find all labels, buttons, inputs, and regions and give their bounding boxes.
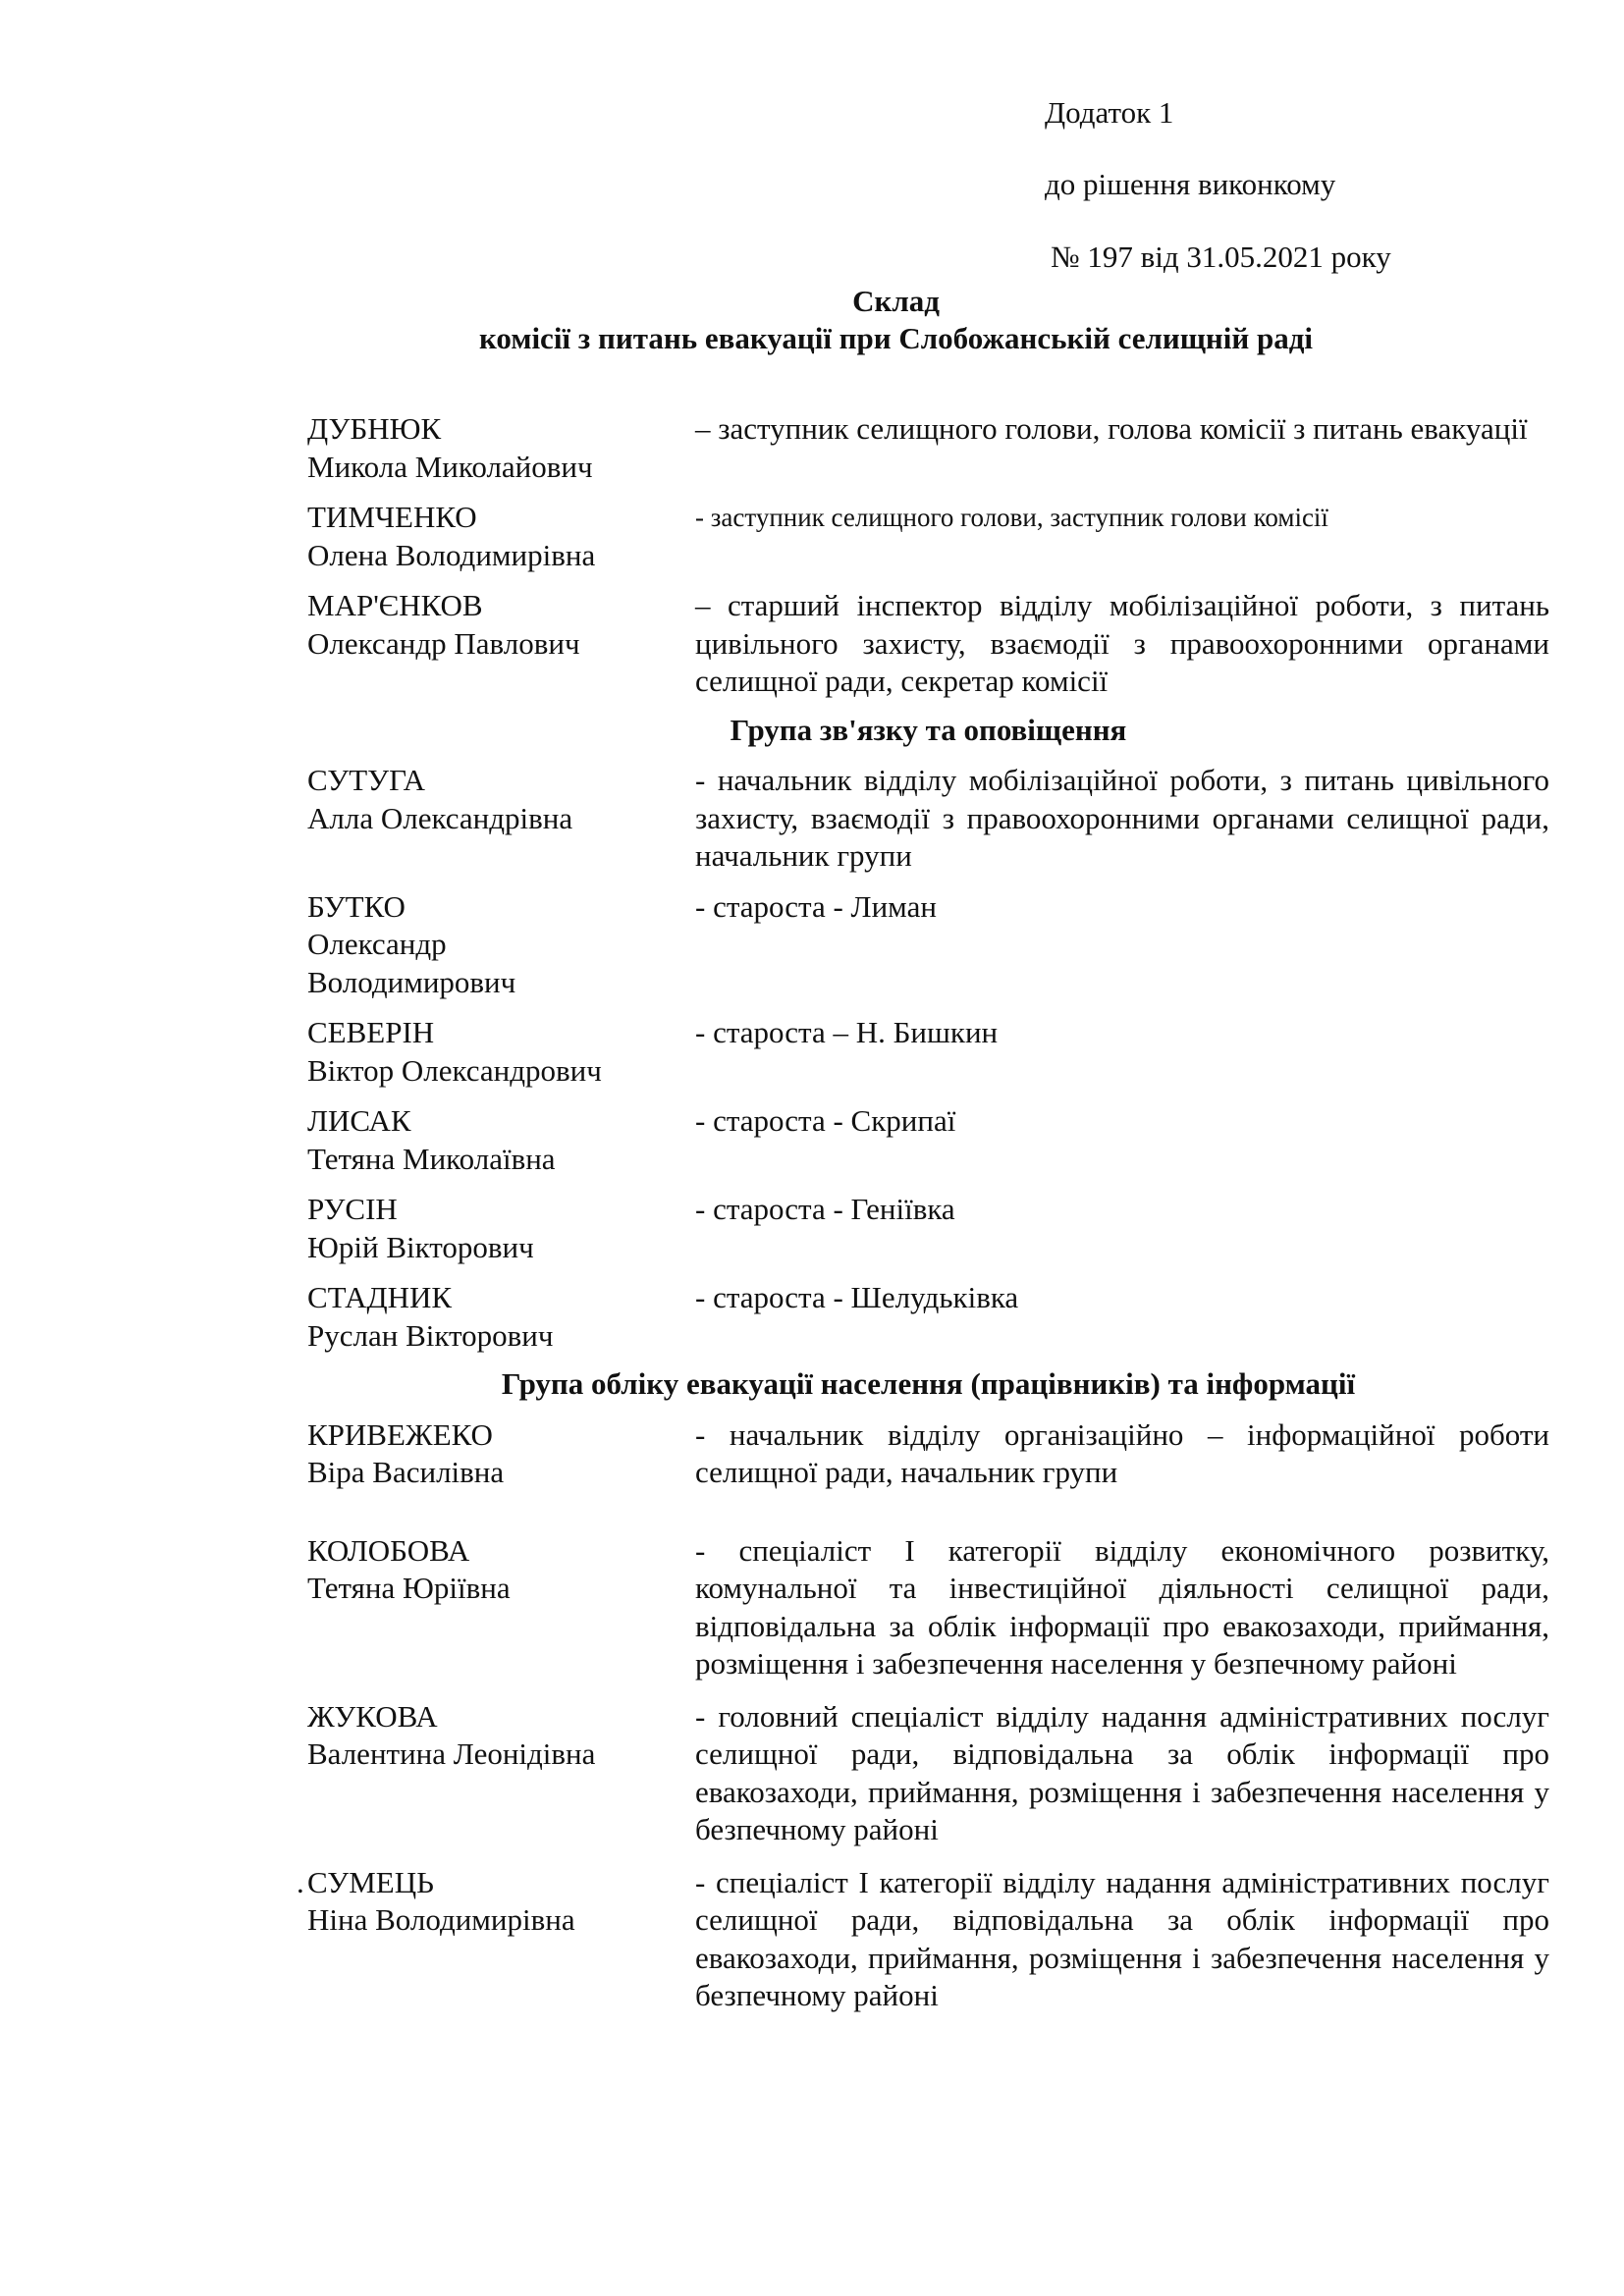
member-surname: ЖУКОВА bbox=[307, 1698, 438, 1734]
member-given-name: Віктор Олександрович bbox=[307, 1052, 602, 1088]
member-given-name: Алла Олександрівна bbox=[307, 800, 573, 835]
member-role: - начальник відділу організаційно – інформаційної роботи селищної ради, начальник групи bbox=[695, 1416, 1549, 1489]
member-surname: ТИМЧЕНКО bbox=[307, 500, 477, 534]
member-surname: . СУМЕЦЬ bbox=[307, 1864, 695, 1902]
member-name bbox=[307, 1532, 695, 1683]
member-surname: МАР'ЄНКОВ bbox=[307, 588, 483, 622]
member-entry bbox=[307, 1191, 1549, 1266]
member-entry bbox=[307, 1698, 1549, 1849]
member-name bbox=[307, 410, 695, 486]
member-given-name: Валентина Леонідівна bbox=[307, 1736, 596, 1771]
group-title-communication: Група зв'язку та оповіщення bbox=[730, 712, 1127, 747]
member-role: - головний спеціаліст відділу надання адміністративних послуг селищної ради, відповідальна за облік інформації про евакозаходи, приймання, розміщення і забезпечення населення у безпечному районі bbox=[695, 1698, 1549, 1846]
member-name bbox=[307, 1698, 695, 1849]
title-line-1: Склад bbox=[852, 284, 940, 318]
member-entry bbox=[307, 888, 1549, 1002]
member-role: - староста – Н. Бишкин bbox=[695, 1015, 999, 1049]
member-entry bbox=[307, 1416, 1549, 1492]
member-entry bbox=[307, 1279, 1549, 1355]
member-name bbox=[307, 1102, 695, 1178]
title-line-2: комісії з питань евакуації при Слобожанській селищній раді bbox=[478, 321, 1314, 355]
member-entry bbox=[307, 499, 1549, 574]
group-title-evacuation-records: Група обліку евакуації населення (працівників) та інформації bbox=[501, 1366, 1356, 1401]
member-role: - староста - Геніївка bbox=[695, 1192, 955, 1226]
member-surname: ДУБНЮК bbox=[307, 411, 442, 446]
member-surname: РУСІН bbox=[307, 1192, 398, 1226]
member-role: – старший інспектор відділу мобілізаційної роботи, з питань цивільного захисту, взаємодії з правоохоронними органами селищної ради, секретар комісії bbox=[695, 588, 1549, 698]
member-surname: БУТКО bbox=[307, 888, 406, 924]
member-surname: ЛИСАК bbox=[307, 1103, 411, 1138]
member-role: - начальник відділу мобілізаційної роботи, з питань цивільного захисту, взаємодії з правоохоронними органами селищної ради, начальник групи bbox=[695, 763, 1549, 873]
member-role: - староста - Скрипаї bbox=[695, 1103, 956, 1138]
member-entry bbox=[307, 1014, 1549, 1090]
commission-roster bbox=[307, 410, 1549, 2015]
decision-number-date: № 197 від 31.05.2021 року bbox=[1051, 240, 1391, 274]
member-name bbox=[307, 762, 695, 876]
member-name bbox=[307, 888, 695, 1002]
member-entry bbox=[307, 587, 1549, 701]
document-title bbox=[0, 283, 1624, 357]
member-role: - спеціаліст І категорії відділу надання адміністративних послуг селищної ради, відповідальна за облік інформації про евакозаходи, приймання, розміщення і забезпечення населення у безпечному районі bbox=[695, 1864, 1549, 2012]
member-role: - спеціаліст І категорії відділу економічного розвитку, комунальної та інвестиційної діяльності селищної ради, відповідальна за облік інформації про евакозаходи, приймання, розміщення і забезпечення населення у безпечному районі bbox=[695, 1532, 1549, 1681]
member-surname: СУТУГА bbox=[307, 763, 426, 797]
member-surname: КРИВЕЖЕКО bbox=[307, 1416, 493, 1452]
member-given-name: Руслан Вікторович bbox=[307, 1317, 554, 1353]
member-role: – заступник селищного голови, голова комісії з питань евакуації bbox=[695, 411, 1528, 446]
member-role: - староста - Лиман bbox=[695, 888, 937, 924]
member-given-name: Віра Василівна bbox=[307, 1455, 505, 1489]
member-given-name: Микола Миколайович bbox=[307, 449, 593, 484]
member-name bbox=[307, 499, 695, 574]
member-given-name: Тетяна Юріївна bbox=[307, 1571, 511, 1605]
member-given-name: Олена Володимирівна bbox=[307, 537, 596, 572]
member-entry bbox=[307, 1532, 1549, 1683]
member-entry bbox=[307, 1864, 1549, 2015]
annex-header bbox=[1045, 94, 1595, 276]
member-given-name-cont: Володимирович bbox=[307, 964, 516, 999]
member-given-name: Ніна Володимирівна bbox=[307, 1902, 575, 1937]
member-surname: СЕВЕРІН bbox=[307, 1015, 435, 1049]
member-entry bbox=[307, 762, 1549, 876]
member-name bbox=[307, 587, 695, 701]
member-name bbox=[307, 1014, 695, 1090]
member-surname: СТАДНИК bbox=[307, 1280, 453, 1314]
member-given-name: Тетяна Миколаївна bbox=[307, 1141, 556, 1176]
member-name bbox=[307, 1864, 695, 2015]
member-entry bbox=[307, 410, 1549, 486]
member-surname: КОЛОБОВА bbox=[307, 1532, 470, 1568]
member-role: - староста - Шелудьківка bbox=[695, 1280, 1019, 1314]
annex-reference: до рішення виконкому bbox=[1045, 167, 1336, 201]
member-given-name: Олександр bbox=[307, 927, 447, 961]
member-name bbox=[307, 1191, 695, 1266]
member-name bbox=[307, 1416, 695, 1492]
member-name bbox=[307, 1279, 695, 1355]
member-given-name: Юрій Вікторович bbox=[307, 1229, 534, 1264]
member-role: - заступник селищного голови, заступник голови комісії bbox=[695, 503, 1328, 532]
member-entry bbox=[307, 1102, 1549, 1178]
annex-number: Додаток 1 bbox=[1045, 95, 1174, 130]
member-given-name: Олександр Павлович bbox=[307, 625, 580, 661]
